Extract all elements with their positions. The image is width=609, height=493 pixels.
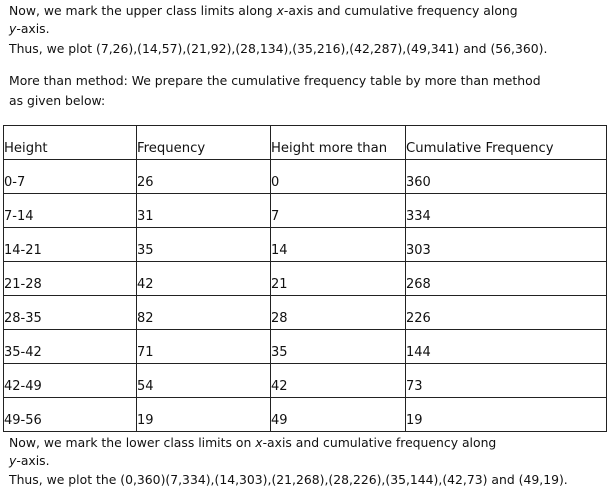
cell-cumulative-frequency: 226 bbox=[406, 296, 607, 330]
cell-height-more-than: 21 bbox=[271, 262, 406, 296]
table-row bbox=[4, 194, 607, 228]
cell-frequency: 31 bbox=[137, 194, 271, 228]
header-height-more-than: Height more than bbox=[271, 126, 406, 160]
cell-cumulative-frequency: 144 bbox=[406, 330, 607, 364]
cell-frequency: 26 bbox=[137, 160, 271, 194]
method-line-1: More than method: We prepare the cumulative frequency table by more than method bbox=[9, 73, 541, 88]
cell-height: 28-35 bbox=[4, 296, 137, 330]
cell-height: 42-49 bbox=[4, 364, 137, 398]
intro-line-2 bbox=[9, 21, 50, 37]
outro-line-1-text-a: Now, we mark the lower class limits on bbox=[9, 435, 256, 450]
intro-line-2-text: -axis. bbox=[16, 21, 50, 36]
cell-height: 14-21 bbox=[4, 228, 137, 262]
method-line-2: as given below: bbox=[9, 93, 106, 108]
cell-frequency: 35 bbox=[137, 228, 271, 262]
cell-cumulative-frequency: 334 bbox=[406, 194, 607, 228]
outro-plot-points: Thus, we plot the (0,360)(7,334),(14,303),(21,268),(28,226),(35,144),(42,73) and (49,19). bbox=[9, 472, 568, 487]
cell-height: 35-42 bbox=[4, 330, 137, 364]
intro-x-variable: x bbox=[276, 3, 284, 18]
table-row bbox=[4, 228, 607, 262]
cell-frequency: 19 bbox=[137, 398, 271, 432]
table-row bbox=[4, 398, 607, 432]
cell-height-more-than: 14 bbox=[271, 228, 406, 262]
cell-height: 0-7 bbox=[4, 160, 137, 194]
table-header-row bbox=[4, 126, 607, 160]
cumulative-frequency-table bbox=[3, 125, 607, 432]
table-row bbox=[4, 160, 607, 194]
cell-cumulative-frequency: 19 bbox=[406, 398, 607, 432]
cell-cumulative-frequency: 268 bbox=[406, 262, 607, 296]
table-row bbox=[4, 296, 607, 330]
intro-line-1-text-a: Now, we mark the upper class limits along bbox=[9, 3, 277, 18]
cell-height-more-than: 42 bbox=[271, 364, 406, 398]
intro-y-variable: y bbox=[9, 21, 17, 36]
cell-height: 7-14 bbox=[4, 194, 137, 228]
cell-cumulative-frequency: 73 bbox=[406, 364, 607, 398]
cell-cumulative-frequency: 303 bbox=[406, 228, 607, 262]
intro-line-1-text-b: -axis and cumulative frequency along bbox=[283, 3, 518, 18]
header-height: Height bbox=[4, 126, 137, 160]
cell-frequency: 82 bbox=[137, 296, 271, 330]
table-row bbox=[4, 330, 607, 364]
cell-height-more-than: 35 bbox=[271, 330, 406, 364]
outro-line-1 bbox=[9, 435, 496, 451]
cell-height-more-than: 49 bbox=[271, 398, 406, 432]
outro-line-2 bbox=[9, 453, 50, 469]
table-row bbox=[4, 262, 607, 296]
outro-y-variable: y bbox=[9, 453, 17, 468]
cell-frequency: 42 bbox=[137, 262, 271, 296]
outro-x-variable: x bbox=[255, 435, 263, 450]
cell-height-more-than: 28 bbox=[271, 296, 406, 330]
header-frequency: Frequency bbox=[137, 126, 271, 160]
cell-frequency: 54 bbox=[137, 364, 271, 398]
cell-cumulative-frequency: 360 bbox=[406, 160, 607, 194]
outro-line-1-text-b: -axis and cumulative frequency along bbox=[262, 435, 497, 450]
intro-line-1 bbox=[9, 3, 518, 19]
cell-height-more-than: 7 bbox=[271, 194, 406, 228]
table-row bbox=[4, 364, 607, 398]
cell-height-more-than: 0 bbox=[271, 160, 406, 194]
cell-height: 49-56 bbox=[4, 398, 137, 432]
header-cumulative-frequency: Cumulative Frequency bbox=[406, 126, 607, 160]
cell-height: 21-28 bbox=[4, 262, 137, 296]
intro-plot-points: Thus, we plot (7,26),(14,57),(21,92),(28,134),(35,216),(42,287),(49,341) and (56,360). bbox=[9, 41, 548, 56]
cell-frequency: 71 bbox=[137, 330, 271, 364]
outro-line-2-text: -axis. bbox=[16, 453, 50, 468]
